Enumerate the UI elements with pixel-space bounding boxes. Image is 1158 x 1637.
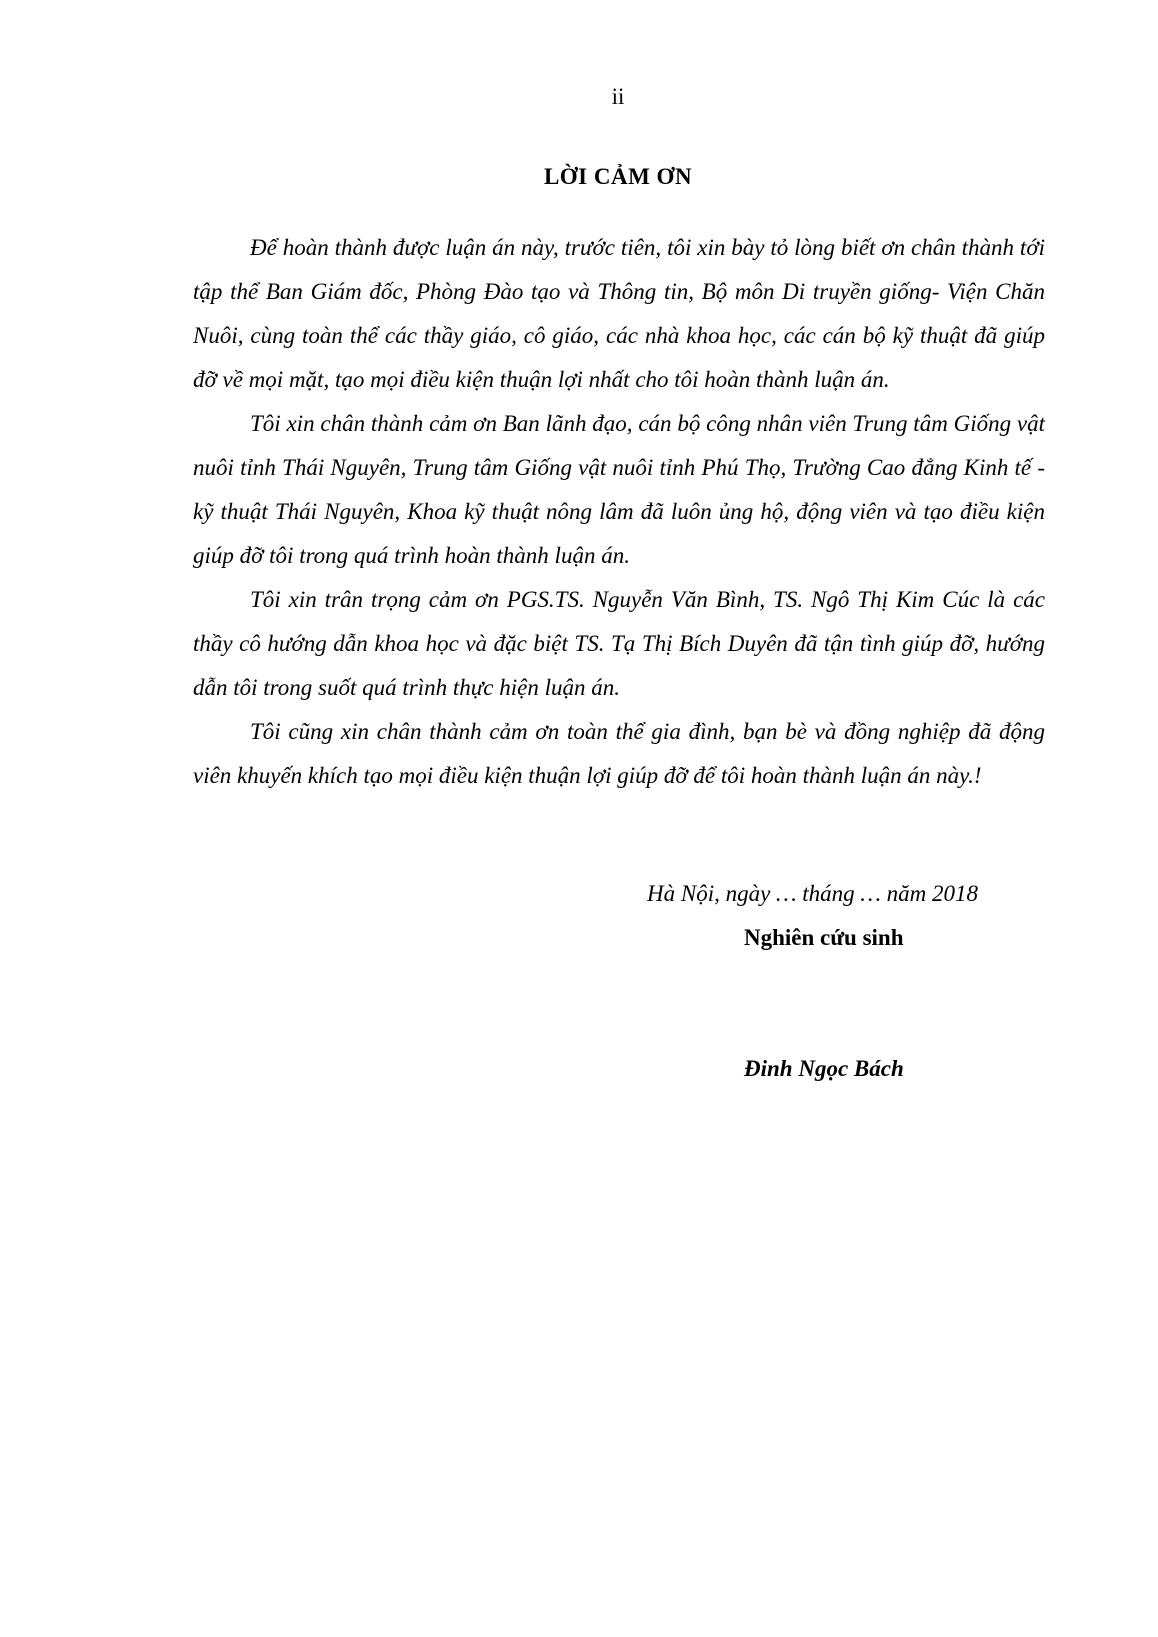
signature-place-date: Hà Nội, ngày … tháng … năm 2018 [647, 881, 978, 906]
paragraph: Tôi cũng xin chân thành cảm ơn toàn thể gia đình, bạn bè và đồng nghiệp đã động viên khuyến khích tạo mọi điều kiện thuận lợi giúp đỡ để tôi hoàn thành luận án này.! [193, 719, 1045, 788]
page-number: ii [611, 84, 625, 109]
paragraph: Tôi xin chân thành cảm ơn Ban lãnh đạo, cán bộ công nhân viên Trung tâm Giống vật nuôi tỉnh Thái Nguyên, Trung tâm Giống vật nuôi tỉnh Phú Thọ, Trường Cao đẳng Kinh tế - kỹ thuật Thái Nguyên, Khoa kỹ thuật nông lâm đã luôn ủng hộ, động viên và tạo điều kiện giúp đỡ tôi trong quá trình hoàn thành luận án. [193, 411, 1045, 568]
paragraph: Để hoàn thành được luận án này, trước tiên, tôi xin bày tỏ lòng biết ơn chân thành tới tập thể Ban Giám đốc, Phòng Đào tạo và Thông tin, Bộ môn Di truyền giống- Viện Chăn Nuôi, cùng toàn thể các thầy giáo, cô giáo, các nhà khoa học, các cán bộ kỹ thuật đã giúp đỡ về mọi mặt, tạo mọi điều kiện thuận lợi nhất cho tôi hoàn thành luận án. [193, 235, 1045, 392]
page-title: LỜI CẢM ƠN [543, 164, 693, 189]
paragraph: Tôi xin trân trọng cảm ơn PGS.TS. Nguyễn Văn Bình, TS. Ngô Thị Kim Cúc là các thầy cô hướng dẫn khoa học và đặc biệt TS. Tạ Thị Bích Duyên đã tận tình giúp đỡ, hướng dẫn tôi trong suốt quá trình thực hiện luận án. [193, 587, 1045, 700]
signature-name: Đinh Ngọc Bách [744, 1056, 904, 1081]
signature-role: Nghiên cứu sinh [744, 925, 904, 950]
acknowledgement-body [193, 226, 1045, 798]
